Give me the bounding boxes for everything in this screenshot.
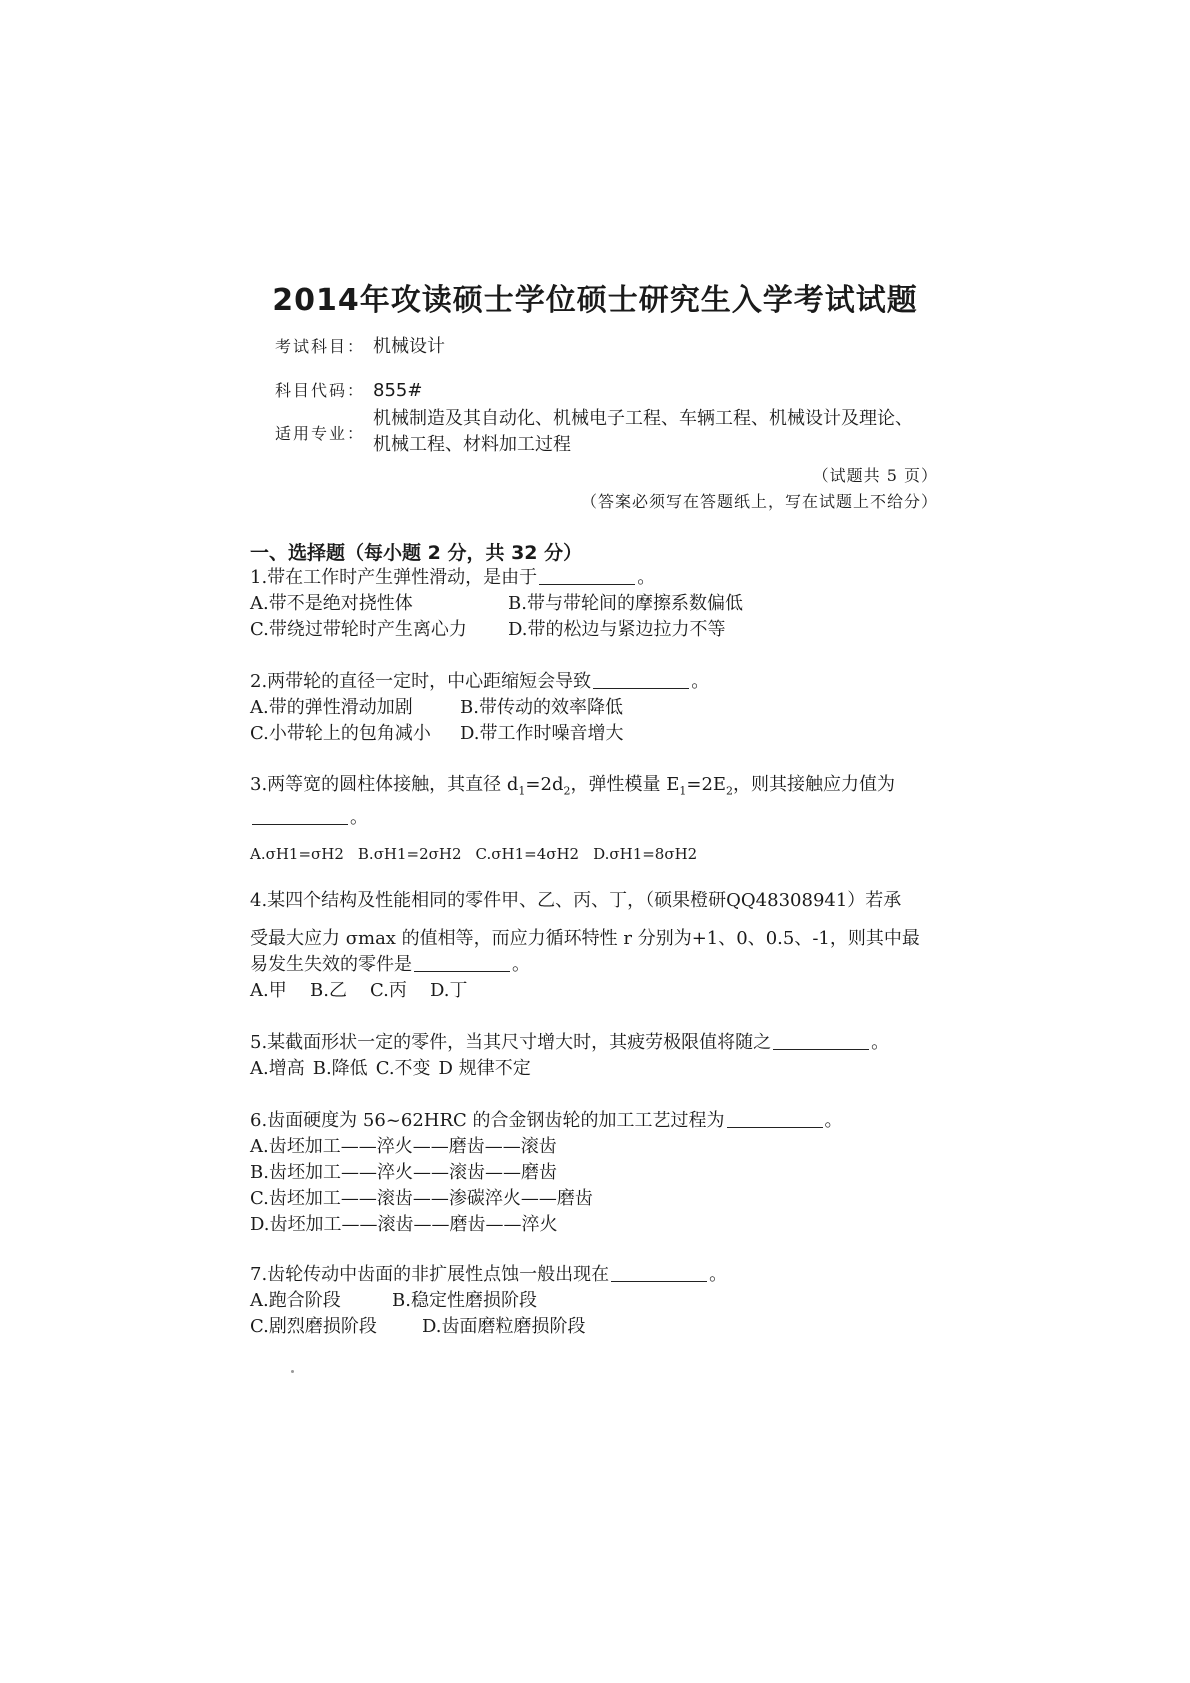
option-row — [250, 695, 950, 721]
option-a: A.齿坯加工——淬火——磨齿——滚齿 — [250, 1136, 557, 1157]
option-c: C.剧烈磨损阶段 — [250, 1316, 377, 1337]
option-c: C.丙 — [370, 980, 407, 1001]
option-row — [250, 1288, 950, 1314]
question-stem: 5.某截面形状一定的零件，当其尺寸增大时，其疲劳极限值将随之 。 — [250, 1032, 890, 1053]
question-5 — [250, 1030, 950, 1082]
option-b: B.带与带轮间的摩擦系数偏低 — [508, 593, 743, 614]
option-a: A.增高 — [250, 1058, 305, 1079]
question-6 — [250, 1108, 950, 1238]
question-stem-line2: 受最大应力 σmax 的值相等，而应力循环特性 r 分别为+1、0、0.5、-1，则其中最 — [250, 928, 920, 949]
pages-note: （试题共 5 页） — [812, 466, 938, 485]
answer-blank — [414, 953, 510, 972]
answer-blank — [773, 1031, 869, 1050]
question-stem: 7.齿轮传动中齿面的非扩展性点蚀一般出现在 。 — [250, 1264, 728, 1285]
question-1 — [250, 565, 950, 643]
subject-label: 考试科目： — [275, 337, 366, 356]
question-stem: 2.两带轮的直径一定时，中心距缩短会导致 。 — [250, 671, 710, 692]
option-c: C.小带轮上的包角减小 — [250, 723, 431, 744]
answer-blank — [727, 1109, 823, 1128]
option-d: D.齿面磨粒磨损阶段 — [422, 1316, 586, 1337]
option-d: D.齿坯加工——滚齿——磨齿——淬火 — [250, 1214, 558, 1235]
option-b: B.稳定性磨损阶段 — [392, 1290, 537, 1311]
code-value: 855# — [373, 380, 423, 401]
answer-blank — [593, 670, 689, 689]
option-b: B.带传动的效率降低 — [460, 697, 623, 718]
question-stem: 3.两等宽的圆柱体接触，其直径 $d_1=2d_2$，弹性模量 $E_1=2E_2$，则其接触应力值为 — [250, 774, 896, 798]
option-b: B.降低 — [312, 1058, 368, 1079]
option-b: B.σH1=2σH2 — [357, 844, 462, 863]
question-3 — [250, 772, 950, 867]
code-row — [275, 378, 422, 404]
option-d: D.丁 — [430, 980, 468, 1001]
question-4 — [250, 888, 950, 1004]
option-c: C.不变 — [375, 1058, 431, 1079]
option-c: C.齿坯加工——滚齿——渗碳淬火——磨齿 — [250, 1188, 593, 1209]
section-title: 一、选择题（每小题 2 分，共 32 分） — [250, 542, 583, 564]
question-stem-line3: 易发生失效的零件是 。 — [250, 954, 530, 975]
option-c: C.带绕过带轮时产生离心力 — [250, 619, 467, 640]
option-row — [250, 1314, 950, 1340]
scan-speck — [291, 1370, 294, 1373]
option-a: A.σH1=σH2 — [250, 844, 344, 863]
option-row — [250, 617, 950, 643]
option-d: D.带工作时噪音增大 — [460, 723, 624, 744]
option-a: A.跑合阶段 — [250, 1290, 341, 1311]
code-label: 科目代码： — [275, 381, 366, 400]
subject-value: 机械设计 — [373, 336, 445, 357]
question-2 — [250, 669, 950, 747]
question-stem: 1.带在工作时产生弹性滑动，是由于 。 — [250, 567, 656, 588]
option-d: D.带的松边与紧边拉力不等 — [508, 619, 726, 640]
option-d: D 规律不定 — [438, 1058, 531, 1079]
option-b: B.乙 — [310, 980, 347, 1001]
option-row — [250, 1056, 950, 1082]
option-a: A.甲 — [250, 980, 287, 1001]
option-c: C.σH1=4σH2 — [475, 844, 580, 863]
question-stem-cont: 。 — [250, 805, 950, 831]
option-row — [250, 841, 950, 867]
major-row — [275, 406, 913, 458]
major-value-line2: 机械工程、材料加工过程 — [373, 434, 571, 455]
option-row — [250, 591, 950, 617]
answer-blank — [539, 566, 635, 585]
question-7 — [250, 1262, 950, 1340]
major-label: 适用专业： — [275, 424, 366, 443]
major-value-line1: 机械制造及其自动化、机械电子工程、车辆工程、机械设计及理论、 — [373, 408, 913, 429]
option-row — [250, 721, 950, 747]
question-stem: 6.齿面硬度为 56~62HRC 的合金钢齿轮的加工工艺过程为 。 — [250, 1110, 843, 1131]
option-a: A.带的弹性滑动加剧 — [250, 697, 413, 718]
option-row — [250, 978, 950, 1004]
answer-note: （答案必须写在答题纸上，写在试题上不给分） — [580, 492, 938, 511]
option-a: A.带不是绝对挠性体 — [250, 593, 413, 614]
option-d: D.σH1=8σH2 — [593, 844, 698, 863]
answer-blank — [611, 1263, 707, 1282]
page-title: 2014年攻读硕士学位硕士研究生入学考试试题 — [272, 283, 918, 318]
subject-row — [275, 334, 445, 360]
answer-blank — [252, 806, 348, 825]
question-stem-line1: 4.某四个结构及性能相同的零件甲、乙、丙、丁，（硕果橙研QQ48308941）若承 — [250, 890, 902, 911]
major-value — [373, 406, 913, 458]
option-b: B.齿坯加工——淬火——滚齿——磨齿 — [250, 1162, 557, 1183]
